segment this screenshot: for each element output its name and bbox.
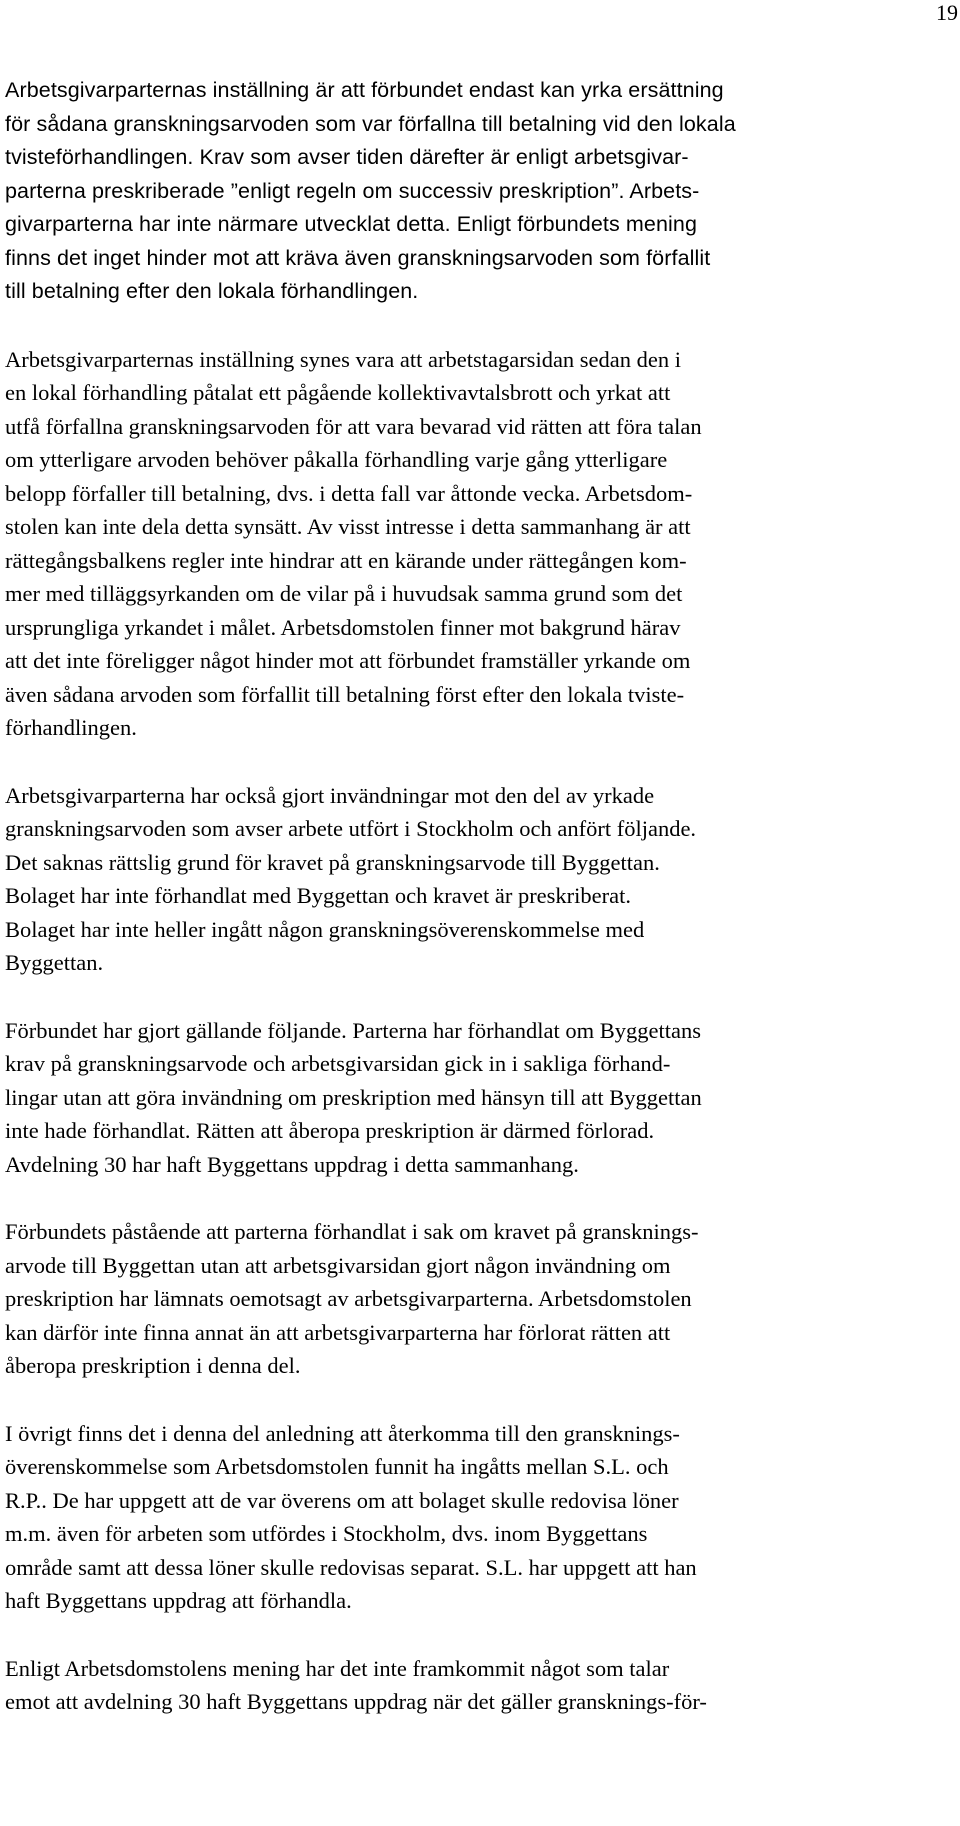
text-line: Byggettan. [5, 950, 104, 975]
text-line: haft Byggettans uppdrag att förhandla. [5, 1588, 352, 1613]
text-line: m.m. även för arbeten som utfördes i Stockholm, dvs. inom Byggettans [5, 1521, 648, 1546]
text-line: parterna preskriberade ”enligt regeln om successiv preskription”. Arbets- [5, 178, 700, 203]
text-line: krav på granskningsarvode och arbetsgivarsidan gick in i sakliga förhand- [5, 1051, 671, 1076]
text-line: att det inte föreligger något hinder mot att förbundet framställer yrkande om [5, 648, 691, 673]
text-line: Bolaget har inte heller ingått någon granskningsöverenskommelse med [5, 916, 645, 942]
text-line: Förbundet har gjort gällande följande. Parterna har förhandlat om Byggettans [5, 1017, 702, 1043]
page-number: 19 [936, 0, 958, 25]
paragraph-2 [5, 343, 955, 745]
text-line: till betalning efter den lokala förhandlingen. [5, 279, 419, 303]
text-line: rättegångsbalkens regler inte hindrar att en kärande under rättegången kom- [5, 547, 687, 573]
text-line: granskningsarvoden som avser arbete utfört i Stockholm och anfört följande. [5, 816, 697, 841]
text-line: emot att avdelning 30 haft Byggettans uppdrag när det gäller gransknings-för- [5, 1689, 707, 1714]
text-line: I övrigt finns det i denna del anledning att återkomma till den gransknings- [5, 1420, 680, 1446]
document-body [5, 74, 955, 1753]
text-line: Arbetsgivarparternas inställning synes vara att arbetstagarsidan sedan den i [5, 346, 682, 372]
text-line: finns det inget hinder mot att kräva även granskningsarvoden som förfallit [5, 245, 711, 270]
paragraph-4 [5, 1014, 955, 1182]
text-line: Bolaget har inte förhandlat med Byggettan och kravet är preskriberat. [5, 883, 632, 908]
text-line: inte hade förhandlat. Rätten att åberopa preskription är därmed förlorad. [5, 1118, 655, 1143]
text-line: preskription har lämnats oemotsagt av arbetsgivarparterna. Arbetsdomstolen [5, 1286, 692, 1311]
text-line: Enligt Arbetsdomstolens mening har det inte framkommit något som talar [5, 1655, 670, 1681]
text-line: givarparterna har inte närmare utvecklat detta. Enligt förbundets mening [5, 212, 697, 236]
text-line: även sådana arvoden som förfallit till betalning först efter den lokala tviste- [5, 681, 685, 707]
text-line: tvisteförhandlingen. Krav som avser tiden därefter är enligt arbetsgivar- [5, 145, 689, 169]
text-line: mer med tilläggsyrkanden om de vilar på i huvudsak samma grund som det [5, 581, 683, 606]
text-line: Arbetsgivarparternas inställning är att förbundet endast kan yrka ersättning [5, 78, 724, 102]
text-line: utfå förfallna granskningsarvoden för att vara bevarad vid rätten att föra talan [5, 413, 702, 439]
text-line: område samt att dessa löner skulle redovisas separat. S.L. har uppgett att han [5, 1554, 697, 1580]
text-line: Förbundets påstående att parterna förhandlat i sak om kravet på gransknings- [5, 1219, 699, 1244]
text-line: R.P.. De har uppgett att de var överens om att bolaget skulle redovisa löner [5, 1487, 679, 1513]
text-line: åberopa preskription i denna del. [5, 1353, 301, 1378]
text-line: för sådana granskningsarvoden som var förfallna till betalning vid den lokala [5, 111, 736, 136]
text-line: överenskommelse som Arbetsdomstolen funnit ha ingåtts mellan S.L. och [5, 1454, 669, 1479]
text-line: om ytterligare arvoden behöver påkalla förhandling varje gång ytterligare [5, 447, 668, 472]
text-line: stolen kan inte dela detta synsätt. Av visst intresse i detta sammanhang är att [5, 514, 691, 539]
paragraph-5 [5, 1215, 955, 1383]
text-line: Avdelning 30 har haft Byggettans uppdrag i detta sammanhang. [5, 1151, 579, 1177]
text-line: förhandlingen. [5, 715, 137, 740]
paragraph-7 [5, 1652, 955, 1719]
paragraph-3 [5, 779, 955, 980]
text-line: Arbetsgivarparterna har också gjort invändningar mot den del av yrkade [5, 782, 655, 808]
text-line: ursprungliga yrkandet i målet. Arbetsdomstolen finner mot bakgrund härav [5, 614, 681, 640]
text-line: kan därför inte finna annat än att arbetsgivarparterna har förlorat rätten att [5, 1319, 671, 1345]
text-line: belopp förfaller till betalning, dvs. i detta fall var åttonde vecka. Arbetsdom- [5, 480, 693, 506]
paragraph-1 [5, 74, 955, 309]
text-line: Det saknas rättslig grund för kravet på granskningsarvode till Byggettan. [5, 849, 660, 875]
text-line: lingar utan att göra invändning om preskription med hänsyn till att Byggettan [5, 1084, 702, 1110]
text-line: en lokal förhandling påtalat ett pågående kollektivavtalsbrott och yrkat att [5, 380, 671, 405]
text-line: arvode till Byggettan utan att arbetsgivarsidan gjort någon invändning om [5, 1252, 671, 1278]
paragraph-6 [5, 1417, 955, 1618]
